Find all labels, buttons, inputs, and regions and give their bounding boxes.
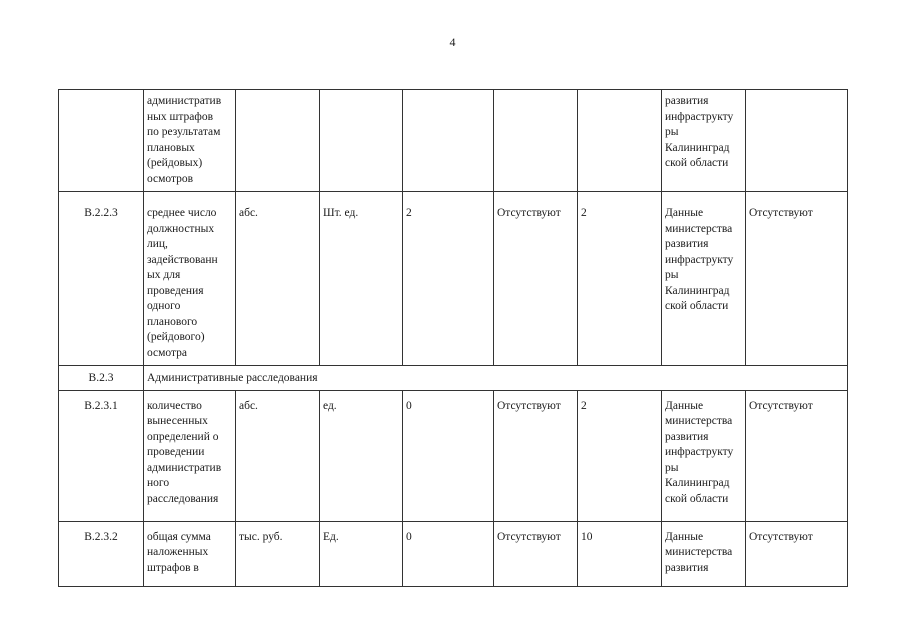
cell-note: Отсутствуют [746,521,848,586]
indicators-table [58,89,848,587]
cell-value-1: 0 [403,521,494,586]
cell-source: развития инфраструкту ры Калининград ской области [662,90,746,192]
cell-value-3: 2 [578,192,662,366]
cell-unit-type: тыс. руб. [236,521,320,586]
cell-unit: Ед. [320,521,403,586]
cell-value-3: 2 [578,390,662,521]
cell-code: В.2.3 [59,366,144,391]
cell-value-2 [494,90,578,192]
cell-unit-type: абс. [236,192,320,366]
cell-source: Данные министерства развития инфраструкту ры Калининград ской области [662,192,746,366]
cell-code: В.2.3.1 [59,390,144,521]
cell-code [59,90,144,192]
cell-value-2: Отсутствуют [494,192,578,366]
cell-unit: Шт. ед. [320,192,403,366]
cell-unit [320,90,403,192]
cell-value-1 [403,90,494,192]
page-number: 4 [449,35,456,49]
cell-source: Данные министерства развития инфраструкту ры Калининград ской области [662,390,746,521]
cell-code: В.2.2.3 [59,192,144,366]
cell-source: Данные министерства развития [662,521,746,586]
cell-value-2: Отсутствуют [494,521,578,586]
cell-unit-type [236,90,320,192]
cell-name: количество вынесенных определений о проведении административ ного расследования [144,390,236,521]
cell-code: В.2.3.2 [59,521,144,586]
cell-value-2: Отсутствуют [494,390,578,521]
section-title: Административные расследования [144,366,848,391]
cell-unit: ед. [320,390,403,521]
table-row [59,192,848,366]
cell-name: общая сумма наложенных штрафов в [144,521,236,586]
cell-name: административ ных штрафов по результатам плановых (рейдовых) осмотров [144,90,236,192]
cell-unit-type: абс. [236,390,320,521]
cell-note: Отсутствуют [746,192,848,366]
table-row [59,390,848,521]
cell-value-1: 2 [403,192,494,366]
table-row [59,521,848,586]
cell-note [746,90,848,192]
cell-value-3 [578,90,662,192]
cell-note: Отсутствуют [746,390,848,521]
section-row [59,366,848,391]
cell-value-1: 0 [403,390,494,521]
table-row [59,90,848,192]
cell-name: среднее число должностных лиц, задействованн ых для проведения одного планового (рейдового) осмотра [144,192,236,366]
cell-value-3: 10 [578,521,662,586]
